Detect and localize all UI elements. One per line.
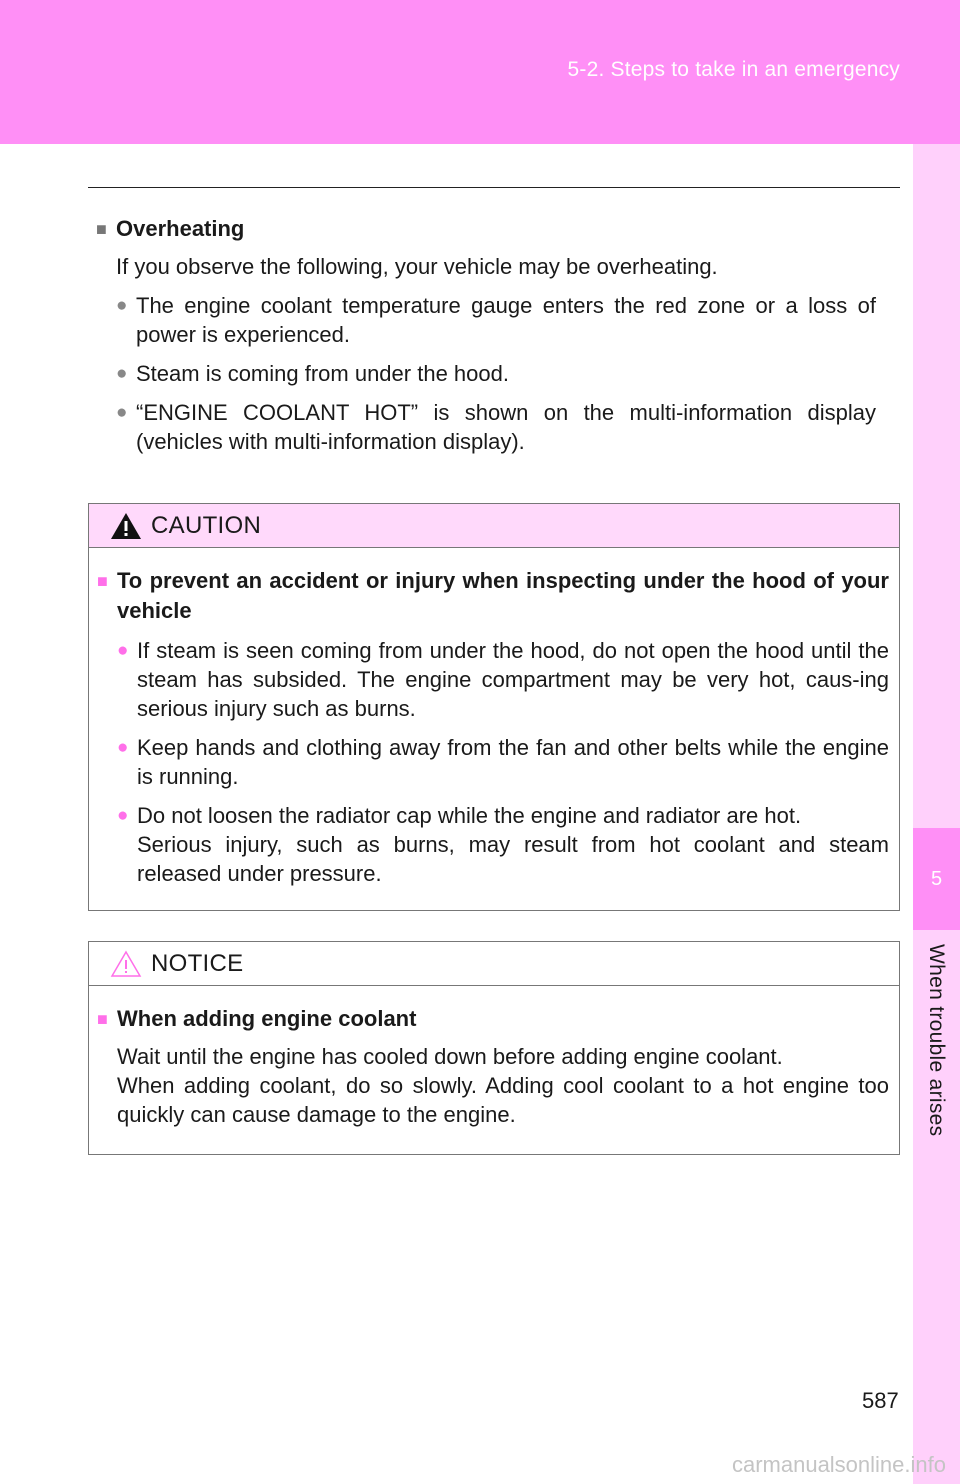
list-item: ● The engine coolant temperature gauge enters the red zone or a loss of power is experienced. xyxy=(116,293,876,347)
warning-triangle-icon xyxy=(109,511,143,541)
list-item: ● Do not loosen the radiator cap while the engine and radiator are hot. xyxy=(117,803,802,828)
overheating-list xyxy=(96,291,876,456)
square-bullet-icon: ■ xyxy=(97,571,108,591)
chapter-label: When trouble arises xyxy=(925,944,948,1137)
circle-bullet-icon: ● xyxy=(117,640,129,661)
warning-triangle-outline-icon xyxy=(109,949,143,979)
square-bullet-icon: ■ xyxy=(97,1009,108,1029)
section-title: 5-2. Steps to take in an emergency xyxy=(567,58,900,81)
caution-body xyxy=(89,548,899,888)
caution-header xyxy=(89,504,899,548)
chapter-side-tab xyxy=(913,144,960,1484)
notice-body xyxy=(89,986,899,1129)
caution-box xyxy=(88,503,900,911)
circle-bullet-icon: ● xyxy=(117,737,129,758)
notice-box xyxy=(88,941,900,1155)
notice-paragraph: Wait until the engine has cooled down before adding engine coolant. xyxy=(117,1044,783,1069)
overheating-heading: ■ Overheating xyxy=(96,214,876,244)
notice-heading: ■ When adding engine coolant xyxy=(97,1004,889,1034)
list-item: ● Steam is coming from under the hood. xyxy=(116,361,509,386)
list-item: ● Keep hands and clothing away from the fan and other belts while the engine is running. xyxy=(117,735,889,789)
circle-bullet-icon: ● xyxy=(116,295,128,316)
square-bullet-icon: ■ xyxy=(96,219,107,239)
caution-followup: Serious injury, such as burns, may result from hot coolant and steam released under pressure. xyxy=(137,832,889,886)
list-item: ● If steam is seen coming from under the hood, do not open the hood until the steam has subsided. The engine compartment may be very hot, caus-ing serious injury such as burns. xyxy=(117,638,889,721)
notice-label: NOTICE xyxy=(151,949,244,977)
notice-header xyxy=(89,942,899,986)
overheating-section xyxy=(96,214,876,466)
watermark: carmanualsonline.info xyxy=(731,1452,946,1477)
circle-bullet-icon: ● xyxy=(117,805,129,826)
top-divider xyxy=(88,187,900,188)
caution-list xyxy=(97,636,889,830)
circle-bullet-icon: ● xyxy=(116,402,128,423)
page-header xyxy=(0,0,960,144)
list-item: ● “ENGINE COOLANT HOT” is shown on the multi-information display (vehicles with multi-information display). xyxy=(116,400,876,454)
overheating-intro: If you observe the following, your vehicle may be overheating. xyxy=(116,254,718,279)
page-number: 587 xyxy=(862,1388,899,1413)
circle-bullet-icon: ● xyxy=(116,363,128,384)
caution-heading: ■ To prevent an accident or injury when inspecting under the hood of your vehicle xyxy=(97,566,889,626)
caution-label: CAUTION xyxy=(151,511,262,539)
notice-paragraph: When adding coolant, do so slowly. Adding cool coolant to a hot engine too quickly can cause damage to the engine. xyxy=(117,1073,889,1127)
chapter-number: 5 xyxy=(913,828,960,930)
